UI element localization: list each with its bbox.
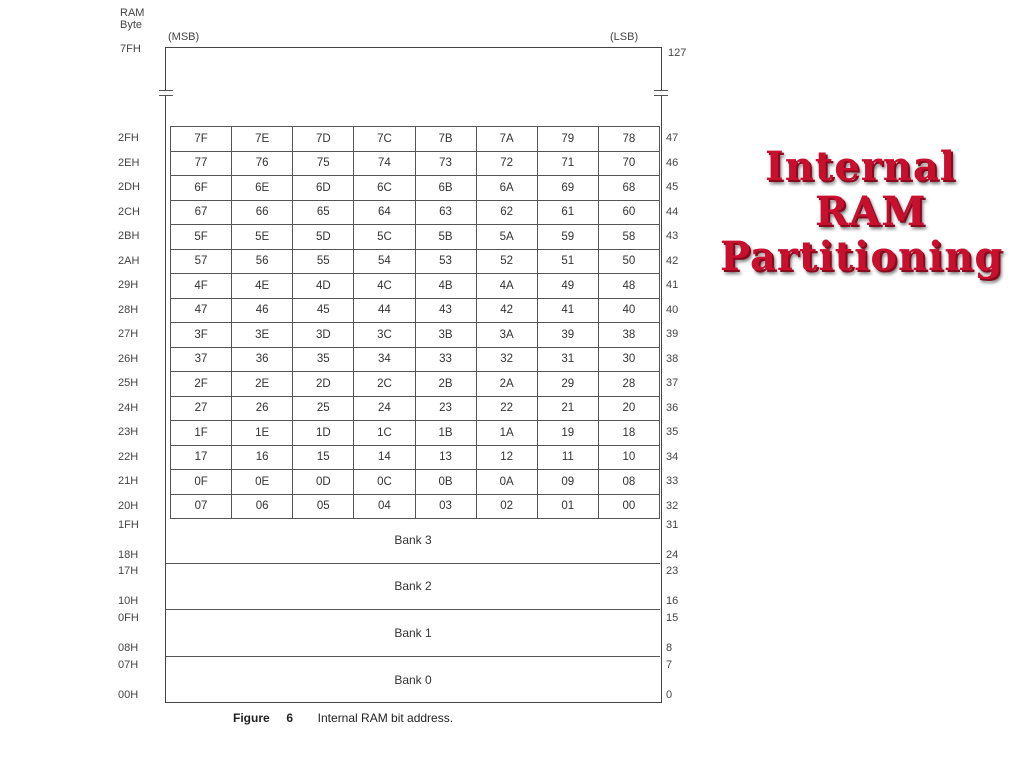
bit-cell: 22 (476, 396, 537, 421)
bit-cell: 56 (232, 249, 293, 274)
bit-cell: 7A (476, 127, 537, 152)
bit-cell: 42 (476, 298, 537, 323)
row-bit-label: 45 (666, 181, 679, 193)
bit-cell: 4D (293, 274, 354, 299)
bit-cell: 6A (476, 176, 537, 201)
bit-cell: 1A (476, 421, 537, 446)
bit-cell: 10 (598, 445, 659, 470)
row-bit-label: 34 (666, 450, 679, 463)
bit-cell: 62 (476, 200, 537, 225)
bit-cell: 29 (537, 372, 598, 397)
bit-cell: 00 (598, 494, 659, 519)
bit-cell: 0F (171, 470, 232, 495)
bank-label: Bank 1 (394, 626, 432, 640)
row-address-label: 20H (118, 499, 139, 512)
bit-cell: 76 (232, 151, 293, 176)
bank-top-bit: 23 (666, 565, 679, 577)
bit-cell: 25 (293, 396, 354, 421)
row-bit-label: 43 (666, 230, 679, 242)
bit-cell: 0D (293, 470, 354, 495)
bank-bottom-bit: 24 (666, 549, 679, 561)
bit-cell: 66 (232, 200, 293, 225)
bit-cell: 6E (232, 176, 293, 201)
bit-cell: 24 (354, 396, 415, 421)
grid-row (171, 470, 660, 495)
bank-bottom-bit: 8 (666, 642, 673, 654)
bank-bottom-address: 10H (118, 595, 139, 607)
bit-cell: 79 (537, 127, 598, 152)
bit-cell: 54 (354, 249, 415, 274)
bank-top-bit: 15 (666, 612, 679, 624)
bit-cell: 2C (354, 372, 415, 397)
row-address-label: 2DH (118, 181, 141, 193)
row-address-label: 22H (118, 450, 139, 463)
bank-bottom-address: 00H (118, 689, 139, 701)
row-bit-label: 40 (666, 303, 679, 316)
bit-cell: 07 (171, 494, 232, 519)
bit-cell: 39 (537, 323, 598, 348)
grid-row (171, 176, 660, 201)
bit-cell: 64 (354, 200, 415, 225)
bit-cell: 5D (293, 225, 354, 250)
bit-cell: 4C (354, 274, 415, 299)
bit-cell: 49 (537, 274, 598, 299)
bit-cell: 38 (598, 323, 659, 348)
row-bit-label: 46 (666, 156, 679, 169)
bit-cell: 73 (415, 151, 476, 176)
bit-cell: 75 (293, 151, 354, 176)
register-bank (166, 517, 660, 564)
bank-top-address: 07H (118, 659, 139, 671)
bit-cell: 02 (476, 494, 537, 519)
bit-cell: 13 (415, 445, 476, 470)
bit-cell: 70 (598, 151, 659, 176)
row-bit-label: 32 (666, 499, 679, 512)
row-bit-label: 41 (666, 279, 679, 291)
top-address-label: 7FH (120, 43, 141, 55)
grid-row (171, 249, 660, 274)
bit-cell: 3D (293, 323, 354, 348)
row-bit-label: 39 (666, 328, 679, 340)
bit-cell: 06 (232, 494, 293, 519)
bank-bottom-address: 18H (118, 549, 139, 561)
grid-row (171, 494, 660, 519)
bit-cell: 2B (415, 372, 476, 397)
row-address-label: 23H (118, 426, 139, 438)
bit-cell: 41 (537, 298, 598, 323)
bit-cell: 34 (354, 347, 415, 372)
bit-cell: 1D (293, 421, 354, 446)
bit-cell: 7F (171, 127, 232, 152)
bit-cell: 52 (476, 249, 537, 274)
bit-address-grid (170, 126, 660, 519)
bit-cell: 4F (171, 274, 232, 299)
bit-cell: 12 (476, 445, 537, 470)
title-line-3: Partitioning (720, 232, 1004, 280)
bit-cell: 35 (293, 347, 354, 372)
bit-cell: 31 (537, 347, 598, 372)
bit-cell: 27 (171, 396, 232, 421)
grid-row (171, 274, 660, 299)
bit-cell: 4A (476, 274, 537, 299)
top-bit-label: 127 (668, 47, 687, 59)
bit-cell: 65 (293, 200, 354, 225)
bit-cell: 68 (598, 176, 659, 201)
row-bit-label: 36 (666, 401, 679, 414)
grid-row (171, 372, 660, 397)
bit-cell: 60 (598, 200, 659, 225)
bit-cell: 03 (415, 494, 476, 519)
bit-cell: 69 (537, 176, 598, 201)
grid-row (171, 151, 660, 176)
bit-cell: 32 (476, 347, 537, 372)
bank-top-address: 0FH (118, 612, 139, 624)
row-address-label: 2EH (118, 156, 140, 169)
row-bit-label: 33 (666, 475, 679, 487)
bit-cell: 67 (171, 200, 232, 225)
row-bit-label: 37 (666, 377, 679, 389)
ram-byte-label: RAM Byte (120, 7, 145, 31)
bit-cell: 09 (537, 470, 598, 495)
bank-top-bit: 7 (666, 659, 673, 671)
bit-cell: 1E (232, 421, 293, 446)
row-address-label: 2CH (118, 205, 141, 218)
bit-cell: 19 (537, 421, 598, 446)
bit-cell: 23 (415, 396, 476, 421)
bit-cell: 17 (171, 445, 232, 470)
bit-cell: 5B (415, 225, 476, 250)
register-bank (166, 657, 660, 702)
bit-cell: 16 (232, 445, 293, 470)
bit-cell: 7C (354, 127, 415, 152)
bit-cell: 08 (598, 470, 659, 495)
figure-caption (233, 711, 453, 725)
bit-cell: 5E (232, 225, 293, 250)
slide-title (720, 145, 1010, 279)
bit-cell: 1C (354, 421, 415, 446)
row-bit-label: 47 (666, 132, 679, 144)
bit-cell: 21 (537, 396, 598, 421)
bit-cell: 46 (232, 298, 293, 323)
bit-cell: 40 (598, 298, 659, 323)
bit-cell: 47 (171, 298, 232, 323)
row-address-label: 26H (118, 352, 139, 365)
bit-cell: 63 (415, 200, 476, 225)
bit-cell: 2F (171, 372, 232, 397)
grid-row (171, 396, 660, 421)
row-address-label: 2BH (118, 230, 140, 242)
grid-row (171, 127, 660, 152)
bit-cell: 11 (537, 445, 598, 470)
bit-cell: 2D (293, 372, 354, 397)
row-address-label: 25H (118, 377, 139, 389)
bit-cell: 1B (415, 421, 476, 446)
bit-cell: 74 (354, 151, 415, 176)
bit-cell: 3A (476, 323, 537, 348)
bank-bottom-bit: 16 (666, 595, 679, 607)
bank-top-bit: 31 (666, 519, 679, 531)
grid-row (171, 323, 660, 348)
bit-cell: 2A (476, 372, 537, 397)
left-break-mark (159, 90, 173, 96)
bit-cell: 71 (537, 151, 598, 176)
bit-cell: 72 (476, 151, 537, 176)
bit-cell: 51 (537, 249, 598, 274)
row-address-label: 27H (118, 328, 139, 340)
grid-row (171, 200, 660, 225)
bit-cell: 0B (415, 470, 476, 495)
grid-row (171, 347, 660, 372)
bit-cell: 36 (232, 347, 293, 372)
bit-cell: 6F (171, 176, 232, 201)
bit-cell: 59 (537, 225, 598, 250)
bit-cell: 01 (537, 494, 598, 519)
bit-cell: 7D (293, 127, 354, 152)
bit-cell: 43 (415, 298, 476, 323)
grid-row (171, 298, 660, 323)
bit-cell: 26 (232, 396, 293, 421)
bit-cell: 18 (598, 421, 659, 446)
caption-number: 6 (286, 711, 294, 725)
bank-label: Bank 0 (394, 673, 432, 687)
bit-cell: 4E (232, 274, 293, 299)
grid-row (171, 445, 660, 470)
grid-row (171, 421, 660, 446)
row-address-label: 21H (118, 475, 139, 487)
row-address-label: 29H (118, 279, 139, 291)
register-bank (166, 610, 660, 657)
bit-cell: 6D (293, 176, 354, 201)
bit-cell: 61 (537, 200, 598, 225)
title-line-2: RAM (815, 187, 927, 235)
bit-cell: 3B (415, 323, 476, 348)
row-bit-label: 38 (666, 352, 679, 365)
row-address-label: 24H (118, 401, 139, 414)
bit-cell: 14 (354, 445, 415, 470)
register-bank (166, 563, 660, 610)
row-bit-label: 35 (666, 426, 679, 438)
bank-top-address: 1FH (118, 519, 139, 531)
bit-cell: 04 (354, 494, 415, 519)
bit-cell: 0E (232, 470, 293, 495)
bit-cell: 6B (415, 176, 476, 201)
row-bit-label: 42 (666, 254, 679, 267)
bit-cell: 4B (415, 274, 476, 299)
bit-cell: 6C (354, 176, 415, 201)
bit-cell: 50 (598, 249, 659, 274)
bank-bottom-address: 08H (118, 642, 139, 654)
bit-cell: 1F (171, 421, 232, 446)
bit-cell: 05 (293, 494, 354, 519)
row-address-label: 28H (118, 303, 139, 316)
bit-cell: 0C (354, 470, 415, 495)
bank-label: Bank 3 (394, 533, 432, 547)
bit-cell: 30 (598, 347, 659, 372)
bit-cell: 5A (476, 225, 537, 250)
right-break-mark (654, 90, 668, 96)
bit-cell: 33 (415, 347, 476, 372)
bit-cell: 28 (598, 372, 659, 397)
bit-cell: 58 (598, 225, 659, 250)
row-bit-label: 44 (666, 205, 679, 218)
bit-cell: 78 (598, 127, 659, 152)
row-address-label: 2AH (118, 254, 140, 267)
bit-cell: 44 (354, 298, 415, 323)
bit-cell: 20 (598, 396, 659, 421)
bit-cell: 77 (171, 151, 232, 176)
row-address-label: 2FH (118, 132, 139, 144)
lsb-label: (LSB) (610, 31, 639, 43)
bit-cell: 3C (354, 323, 415, 348)
bank-label: Bank 2 (394, 579, 432, 593)
bit-cell: 15 (293, 445, 354, 470)
title-line-1: Internal (765, 143, 956, 190)
bit-cell: 0A (476, 470, 537, 495)
bit-cell: 7E (232, 127, 293, 152)
msb-label: (MSB) (168, 31, 200, 43)
bit-cell: 2E (232, 372, 293, 397)
bit-cell: 37 (171, 347, 232, 372)
bit-cell: 3F (171, 323, 232, 348)
bit-cell: 45 (293, 298, 354, 323)
bit-cell: 53 (415, 249, 476, 274)
bit-cell: 55 (293, 249, 354, 274)
bit-cell: 57 (171, 249, 232, 274)
bit-cell: 48 (598, 274, 659, 299)
bit-cell: 5C (354, 225, 415, 250)
bank-bottom-bit: 0 (666, 689, 673, 701)
grid-row (171, 225, 660, 250)
bit-cell: 5F (171, 225, 232, 250)
bit-cell: 3E (232, 323, 293, 348)
bit-cell: 7B (415, 127, 476, 152)
caption-prefix: Figure (233, 711, 270, 725)
caption-text: Internal RAM bit address. (317, 711, 454, 725)
bank-top-address: 17H (118, 565, 139, 577)
